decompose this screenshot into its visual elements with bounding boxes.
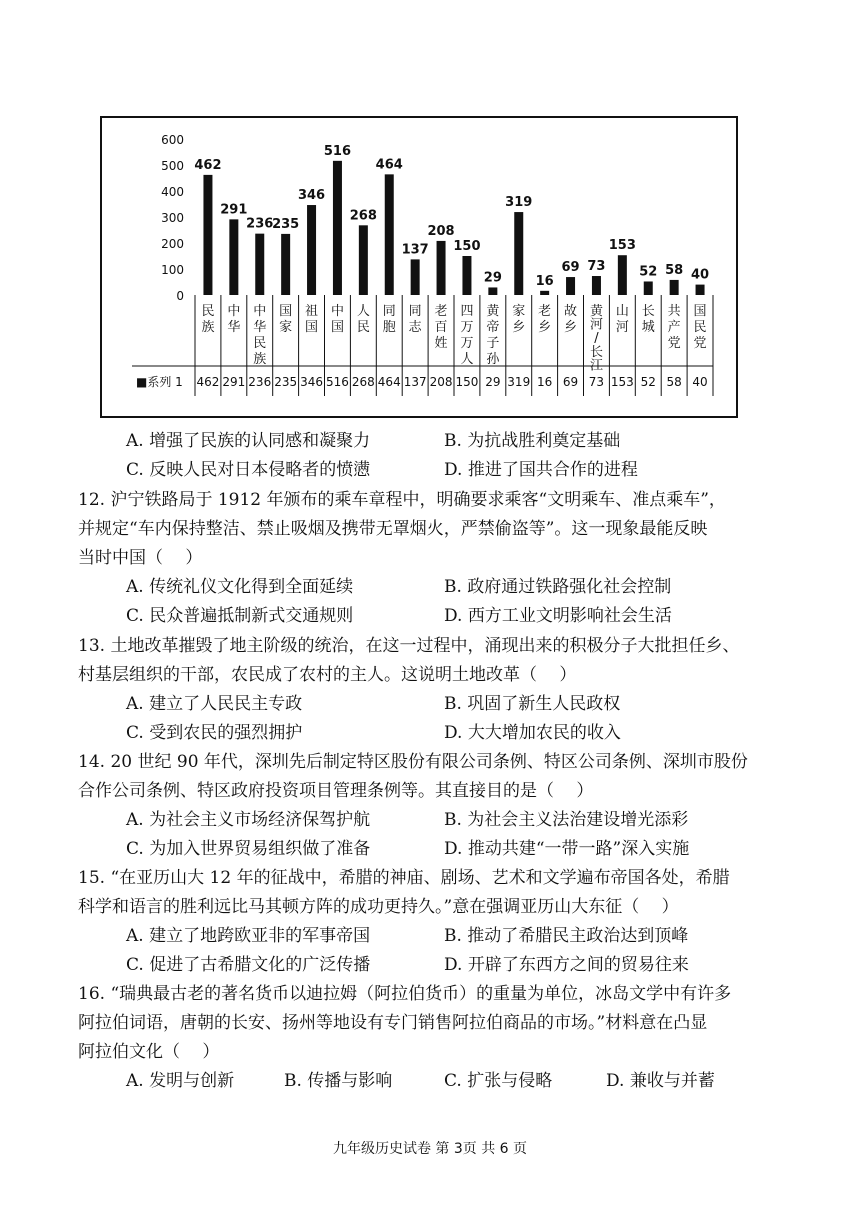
question-stem-line: 16. “瑞典最古老的著名货币以迪拉姆（阿拉伯货币）的重量为单位，冰岛文学中有许多 [78,984,732,1004]
question-15 [78,864,788,980]
category-label: 山河 [615,304,629,335]
category-label: 老乡 [538,304,552,335]
bar [592,276,601,295]
table-value: 73 [588,375,605,389]
category-label: 黄帝子孙 [486,304,500,367]
table-value: 52 [640,375,656,389]
bar-data-label: 73 [587,259,606,275]
bar [462,256,471,295]
bar-data-label: 29 [483,270,502,286]
bar [644,281,653,295]
question-13 [78,632,788,748]
bar [359,225,368,295]
category-label: 中华 [227,304,241,335]
option-row [78,951,788,980]
question-stem-line: 12. 沪宁铁路局于 1912 年颁布的乘车章程中，明确要求乘客“文明乘车、准点乘车”， [78,490,726,510]
answer-option: B. 巩固了新生人民政权 [444,694,621,714]
bar [488,287,497,295]
category-label: 故乡 [564,304,578,335]
category-label: 同志 [408,304,422,335]
bar [333,161,342,295]
option-row [78,427,788,456]
bar-chart-svg [102,118,736,416]
question-stem-line: 13. 土地改革摧毁了地主阶级的统治，在这一过程中，涌现出来的积极分子大批担任乡、 [78,636,740,656]
table-value: 137 [403,375,427,389]
category-label: 国家 [279,304,293,335]
table-value: 319 [507,375,531,389]
category-label: 国民党 [693,304,707,351]
y-tick-label: 300 [161,211,184,225]
table-value: 208 [429,375,453,389]
category-label: 民族 [201,304,215,335]
bar-data-label: 235 [272,216,300,232]
bar-data-label: 268 [349,208,377,224]
answer-option: A. 建立了人民民主专政 [126,694,303,714]
answer-option: D. 西方工业文明影响社会生活 [444,606,672,626]
table-value: 29 [485,375,501,389]
question-16 [78,980,788,1096]
table-value: 516 [325,375,349,389]
table-value: 346 [300,375,324,389]
y-tick-label: 600 [161,133,184,147]
question-stem-line: 科学和语言的胜利远比马其顿方阵的成功更持久。”意在强调亚历山大东征（ ） [78,897,679,917]
bar-data-label: 291 [220,202,248,218]
table-value: 16 [537,375,553,389]
category-label: 家乡 [512,304,526,335]
bar-chart [100,116,738,418]
bar [437,241,446,295]
bar-data-label: 346 [297,188,326,204]
category-label: 中国 [330,304,344,335]
category-label: 祖国 [305,304,319,335]
table-value: 58 [666,375,682,389]
answer-option: B. 为社会主义法治建设增光添彩 [444,810,689,830]
question-stem-line: 并规定“车内保持整洁、禁止吸烟及携带无罩烟火，严禁偷盗等”。这一现象最能反映 [78,519,708,539]
y-tick-label: 200 [161,237,184,251]
bar [540,291,549,295]
answer-option: C. 民众普遍抵制新式交通规则 [126,606,354,626]
legend-label: ■系列 1 [136,375,183,389]
question-stem-line: 15. “在亚历山大 12 年的征战中，希腊的神庙、剧场、艺术和文学遍布帝国各处，希腊 [78,868,730,888]
option-row [78,806,788,835]
answer-option: C. 反映人民对日本侵略者的愤懑 [126,460,371,480]
bar [307,205,316,295]
answer-option: C. 为加入世界贸易组织做了准备 [126,839,371,859]
y-tick-label: 500 [161,159,184,173]
bar-data-label: 69 [561,260,580,276]
option-row [78,573,788,602]
question-stem-line: 14. 20 世纪 90 年代，深圳先后制定特区股份有限公司条例、特区公司条例、深圳市股份 [78,752,748,772]
option-row [78,602,788,631]
category-label: 同胞 [382,304,396,335]
bar-data-label: 52 [639,264,658,280]
table-value: 153 [610,375,634,389]
answer-option: A. 传统礼仪文化得到全面延续 [126,577,354,597]
bar-data-label: 58 [665,262,684,278]
bar [618,255,627,295]
bar-data-label: 208 [427,223,455,239]
category-label: 中华民族 [253,304,267,367]
bar [696,285,705,295]
table-value: 462 [196,375,220,389]
answer-option: D. 推动共建“一带一路”深入实施 [444,839,690,859]
bar [566,277,575,295]
bar [281,234,290,295]
bar [255,234,264,295]
question-stem-line: 合作公司条例、特区政府投资项目管理条例等。其直接目的是（ ） [78,781,594,801]
bar [514,212,523,295]
answer-option: C. 受到农民的强烈拥护 [126,723,303,743]
answer-option: B. 为抗战胜利奠定基础 [444,431,621,451]
page-footer: 九年级历史试卷 第 3页 共 6 页 [332,1141,528,1157]
category-label: 长城 [641,304,655,335]
question-stem-line: 村基层组织的干部，农民成了农村的主人。这说明土地改革（ ） [78,665,577,685]
category-label: 黄河/长江 [589,304,603,374]
table-value: 235 [274,375,298,389]
bar-data-label: 462 [194,157,222,173]
table-value: 40 [692,375,708,389]
question-12 [78,486,788,631]
answer-option: B. 政府通过铁路强化社会控制 [444,577,672,597]
option-row [78,922,788,951]
y-tick-label: 400 [161,185,184,199]
bar [670,280,679,295]
table-value: 236 [248,375,272,389]
answer-option: B. 传播与影响 [284,1071,393,1091]
table-value: 464 [377,375,401,389]
answer-option: D. 大大增加农民的收入 [444,723,621,743]
category-label: 老百姓 [434,304,448,351]
category-label: 人民 [356,304,370,335]
bar-data-label: 137 [401,242,429,258]
bar [385,174,394,295]
option-row [78,456,788,485]
bar-data-label: 16 [535,273,554,289]
bar [203,175,212,295]
bar-data-label: 153 [608,238,636,254]
option-row [78,835,788,864]
answer-option: A. 发明与创新 [126,1071,235,1091]
bar [229,219,238,295]
answer-option: A. 增强了民族的认同感和凝聚力 [126,431,371,451]
question-stem-line: 阿拉伯词语，唐朝的长安、扬州等地设有专门销售阿拉伯商品的市场。”材料意在凸显 [78,1013,708,1033]
question-stem-line: 当时中国（ ） [78,548,203,568]
category-label: 四万万人 [460,304,474,367]
answer-option: A. 建立了地跨欧亚非的军事帝国 [126,926,371,946]
bar-data-label: 236 [246,216,274,232]
bar-data-label: 150 [453,239,481,254]
bar-data-label: 319 [505,195,533,211]
answer-option: C. 促进了古希腊文化的广泛传播 [126,955,371,975]
question-11 [78,427,788,485]
answer-option: B. 推动了希腊民主政治达到顶峰 [444,926,689,946]
answer-option: D. 兼收与并蓄 [606,1071,715,1091]
table-value: 291 [222,375,246,389]
table-value: 69 [562,375,579,389]
answer-option: A. 为社会主义市场经济保驾护航 [126,810,371,830]
table-value: 150 [455,375,479,389]
y-tick-label: 100 [161,263,184,277]
answer-option: C. 扩张与侵略 [444,1071,553,1091]
answer-option: D. 推进了国共合作的进程 [444,460,638,480]
table-value: 268 [351,375,375,389]
bar [411,259,420,295]
answer-option: D. 开辟了东西方之间的贸易往来 [444,955,689,975]
y-tick-label: 0 [176,289,184,303]
bar-data-label: 516 [323,143,352,159]
option-row [78,719,788,748]
bar-data-label: 40 [691,267,710,283]
question-stem-line: 阿拉伯文化（ ） [78,1042,220,1062]
category-label: 共产党 [667,304,681,351]
bar-data-label: 464 [375,157,403,173]
question-14 [78,748,788,864]
option-row [78,690,788,719]
option-row [78,1067,788,1096]
